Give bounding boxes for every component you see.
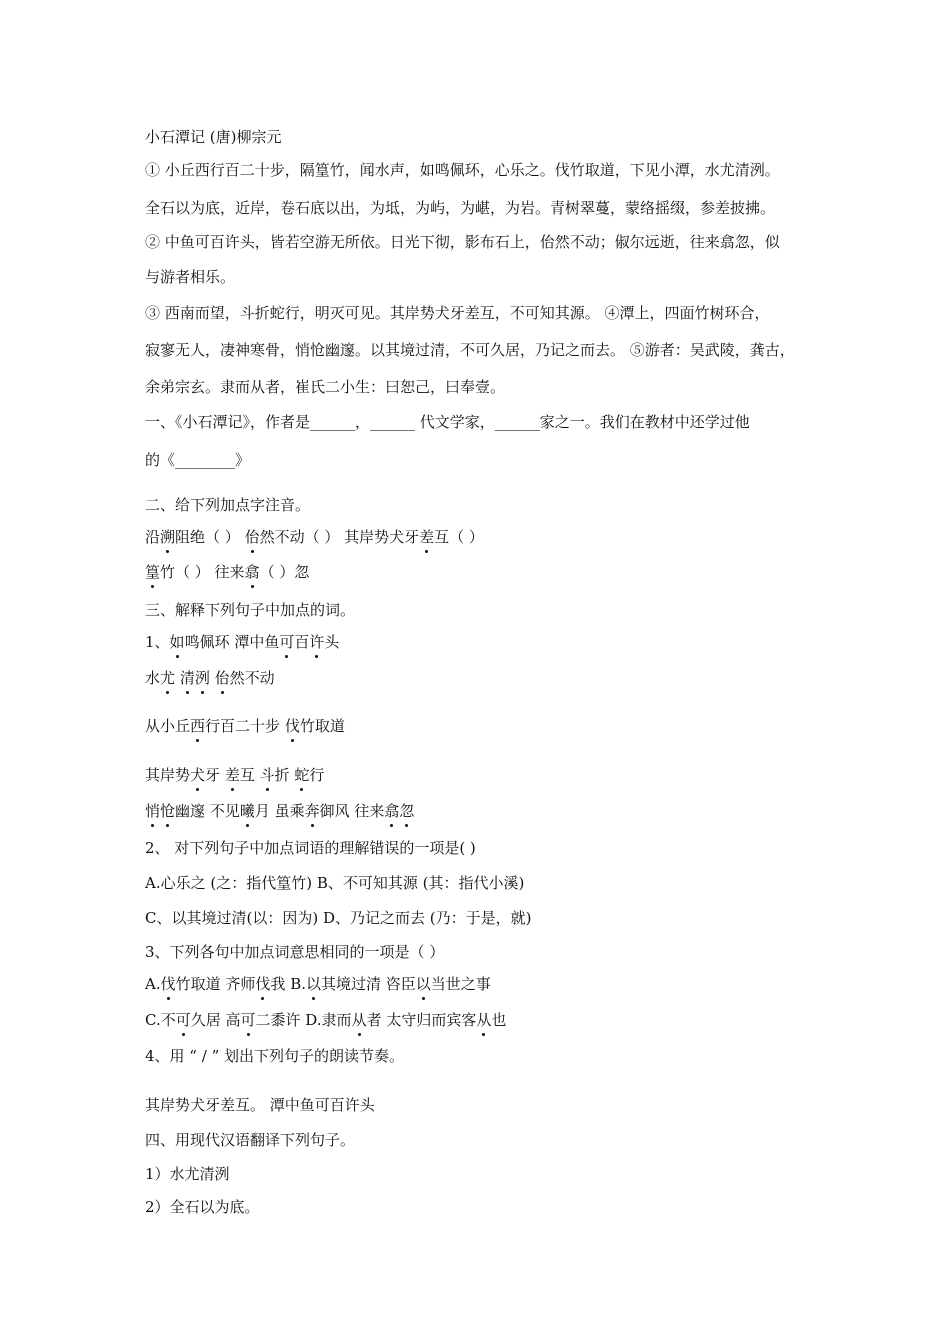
dotted-character: 溯 [160,528,176,546]
text-run: A. [145,975,161,993]
text-line [145,198,815,220]
text-run: 3、下列各句中加点词意思相同的一项是（ ） [145,943,445,961]
dotted-character: 可 [175,1011,191,1029]
text-run: 1、 [145,633,170,651]
text-run: 御风 往来 [319,802,385,820]
text-run: 互（ ） [434,528,484,546]
text-run: 也 [491,1011,507,1029]
text-line [145,942,815,964]
text-run: 百 [294,633,310,651]
dotted-character: 奔 [304,802,320,820]
text-line [145,765,815,787]
text-line [145,562,815,584]
text-run: 月 虽乘 [254,802,305,820]
dotted-character: 伐 [255,975,271,993]
text-line [145,303,815,325]
text-run: 竹取道 齐师 [175,975,256,993]
dotted-character: 忽 [399,802,415,820]
text-line [145,340,815,362]
text-line [145,527,815,549]
text-line [145,127,815,149]
text-run: 二、给下列加点字注音。 [145,496,311,514]
text-line [145,1164,815,1186]
text-run: 其岸势犬牙差互。 潭中鱼可百许头 [145,1096,375,1114]
dotted-character: 佁 [244,528,260,546]
text-run: 阻绝（ ） [175,528,245,546]
text-run: 牙 [205,766,225,784]
text-run: 鸣佩环 潭中鱼 [184,633,280,651]
text-run: 4、用 “ / ” 划出下列句子的朗读节奏。 [145,1047,405,1065]
text-run: 折 [274,766,295,784]
text-line [145,974,815,996]
text-run: 然不动 [229,669,275,687]
text-line [145,632,815,654]
dotted-character: 以 [415,975,431,993]
dotted-character: 翕 [384,802,400,820]
text-line [145,160,815,182]
dotted-character: 西 [190,717,206,735]
text-run: 四、用现代汉语翻译下列句子。 [145,1131,356,1149]
text-run: 全石以为底，近岸，卷石底以出，为坻，为屿，为嵁，为岩。青树翠蔓，蒙络摇缀，参差披拂。 [145,199,776,217]
text-run: 水 [145,669,161,687]
text-line [145,668,815,690]
text-run: 我 B. [270,975,306,993]
text-run: 寂寥无人，凄神寒骨，悄怆幽邃。以其境过清，不可久居，乃记之而去。 ⑤游者：吴武陵，龚古， [145,341,795,359]
text-run: 余弟宗玄。隶而从者，崔氏二小生：曰恕己，曰奉壹。 [145,378,506,396]
text-line [145,232,815,254]
text-run: 互 [239,766,260,784]
text-run: ③ 西南而望，斗折蛇行，明灭可见。其岸势犬牙差互，不可知其源。 ④潭上，四面竹树环合， [145,304,770,322]
text-line [145,267,815,289]
dotted-character: 如 [169,633,185,651]
text-run: 的《________》 [145,451,251,469]
text-run: ② 中鱼可百许头，皆若空游无所依。日光下彻，影布石上，佁然不动；俶尔远逝，往来翕忽，似 [145,233,780,251]
text-run: 然不动（ ） 其岸势犬牙 [259,528,420,546]
dotted-character: 许 [309,633,325,651]
text-run: 三、解释下列句子中加点的词。 [145,601,356,619]
text-line [145,838,815,860]
text-run: 二黍许 D.隶而 [255,1011,352,1029]
text-run: ① 小丘西行百二十步，隔篁竹，闻水声，如鸣佩环，心乐之。伐竹取道，下见小潭，水尤清洌。 [145,161,780,179]
text-run: 其境过清 咨臣 [321,975,416,993]
text-run: 行 [309,766,325,784]
text-run: 1）水尤清洌 [145,1165,230,1183]
text-line [145,716,815,738]
text-run: C.不 [145,1011,176,1029]
dotted-character: 洌 [194,669,210,687]
text-line [145,1046,815,1068]
text-run: 沿 [145,528,161,546]
text-line [145,600,815,622]
text-line [145,1197,815,1219]
text-line [145,1010,815,1032]
dotted-character: 翕 [244,563,260,581]
text-line [145,495,815,517]
dotted-character: 曦 [239,802,255,820]
text-run: 2）全石以为底。 [145,1198,260,1216]
dotted-character: 蛇 [294,766,310,784]
dotted-character: 悄 [145,802,161,820]
text-run: 一、《小石潭记》，作者是______，______ 代文学家，______家之一。我们在教材中还学过他 [145,413,750,431]
text-run: 者 太守归而宾客 [366,1011,477,1029]
text-run: 其岸势 [145,766,191,784]
dotted-character: 犬 [190,766,206,784]
text-run: 行百二十步 [205,717,285,735]
text-run: 从小丘 [145,717,191,735]
text-run: 小石潭记 (唐)柳宗元 [145,128,282,146]
dotted-character: 清 [179,669,195,687]
text-line [145,377,815,399]
dotted-character: 差 [224,766,240,784]
text-line [145,1130,815,1152]
dotted-character: 伐 [160,975,176,993]
text-line [145,1095,815,1117]
dotted-character: 差 [419,528,435,546]
dotted-character: 篁 [145,563,161,581]
dotted-character: 怆 [160,802,176,820]
dotted-character: 以 [305,975,321,993]
text-run: 头 [324,633,340,651]
dotted-character: 斗 [259,766,275,784]
text-line [145,450,815,472]
text-line [145,801,815,823]
text-run: 当世之事 [430,975,491,993]
text-run: A.心乐之 (之：指代篁竹) B、不可知其源 (其：指代小溪) [145,874,525,892]
text-run: C、以其境过清(以：因为) D、乃记之而去 (乃：于是，就) [145,909,532,927]
dotted-character: 从 [476,1011,492,1029]
dotted-character: 佁 [214,669,230,687]
dotted-character: 可 [279,633,295,651]
text-line [145,412,815,434]
text-line [145,908,815,930]
text-run: （ ）忽 [259,563,310,581]
dotted-character: 从 [351,1011,367,1029]
text-run: 幽邃 不见 [175,802,240,820]
text-run: 竹取道 [299,717,345,735]
text-line [145,873,815,895]
text-run: 久居 高 [190,1011,241,1029]
text-run: 2、 对下列句子中加点词语的理解错误的一项是( ) [145,839,476,857]
dotted-character: 伐 [284,717,300,735]
text-run: 与游者相乐。 [145,268,236,286]
dotted-character: 可 [240,1011,256,1029]
text-run: 竹（ ） 往来 [160,563,245,581]
dotted-character: 尤 [160,669,176,687]
